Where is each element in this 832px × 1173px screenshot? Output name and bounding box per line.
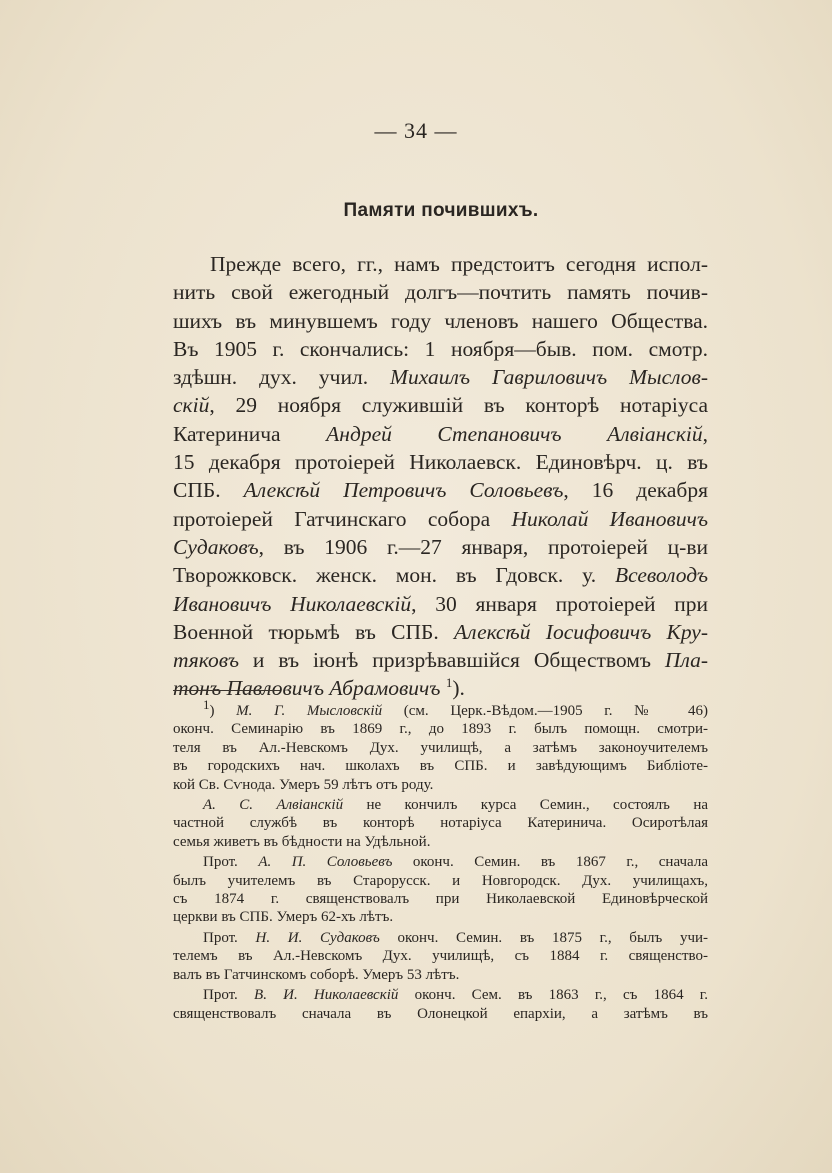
page-number: — 34 — — [374, 118, 458, 143]
footnote-line — [173, 776, 708, 794]
text-run: , 29 ноября служившій въ конторѣ нотаріуса — [209, 393, 708, 418]
footnotes — [173, 697, 709, 1025]
text-run: , 16 декабря — [563, 478, 708, 503]
footnote-line — [173, 929, 708, 947]
text-run: Въ 1905 г. скончались: 1 ноября—быв. пом. смотр. — [173, 336, 708, 361]
footnote-line — [173, 739, 708, 757]
text-run: , 30 января протоіерей при — [411, 591, 708, 616]
text-run: , въ 1906 г.—27 января, протоіерей ц-ви — [258, 534, 708, 559]
text-run: оконч. Семин. въ 1875 г., былъ учи- — [379, 929, 709, 946]
main-text — [173, 250, 708, 703]
text-run: 15 декабря протоіерей Николаевск. Единовѣрч. ц. въ — [173, 450, 708, 475]
person-name: Николай Ивановичъ — [511, 506, 709, 531]
text-run: валъ въ Гатчинскомъ соборѣ. Умеръ 53 лѣтъ. — [173, 966, 460, 983]
footnote-line — [173, 720, 708, 738]
person-name: Алексѣй Петровичъ Соловьевъ — [243, 478, 564, 503]
person-name: Ивановичъ Николаевскій — [173, 591, 412, 616]
text-run: Прежде всего, гг., намъ предстоитъ сегодня испол- — [210, 252, 708, 276]
footnote-marker: 1 — [445, 675, 453, 691]
body-line — [173, 307, 708, 335]
text-run: оконч. Семинарію въ 1869 г., до 1893 г. былъ помощн. смотри- — [173, 721, 708, 738]
body-line — [173, 505, 708, 533]
person-name: Алексѣй Іосифовичъ Кру- — [454, 619, 708, 644]
footnote-line — [173, 966, 708, 984]
text-run: Катеринича — [173, 421, 327, 446]
person-name: М. Г. Мысловскій — [236, 703, 383, 719]
body-line — [173, 533, 708, 561]
text-run: кой Св. Сѵнода. Умеръ 59 лѣтъ отъ роду. — [173, 776, 434, 793]
text-run: Прот. — [203, 987, 255, 1004]
text-run: Прот. — [203, 854, 259, 871]
footnote-divider — [173, 690, 280, 691]
footnote-line — [173, 796, 708, 814]
footnote-line — [173, 947, 708, 965]
person-name: А. С. Алвіанскій — [203, 797, 344, 814]
footnote-line — [173, 833, 708, 851]
footnote-line — [173, 757, 708, 775]
text-run: священствовалъ сначала въ Олонецкой епархіи, а затѣмъ въ — [173, 1005, 708, 1022]
body-line — [173, 250, 708, 278]
text-run: семья живетъ въ бѣдности на Удѣльной. — [173, 833, 431, 850]
person-name: тяковъ — [173, 648, 239, 673]
footnote-line — [173, 872, 708, 890]
person-name: Михаилъ Гавриловичъ Мыслов- — [390, 365, 708, 390]
body-line — [173, 618, 708, 646]
body-line — [173, 590, 708, 618]
footnote-line — [173, 853, 708, 871]
body-line — [173, 363, 708, 391]
text-run: здѣшн. дух. учил. — [173, 365, 391, 390]
text-run: въ городскихъ нач. школахъ въ СПБ. и завѣдующимъ Библіоте- — [173, 758, 708, 775]
footnote-paragraph — [173, 986, 708, 1023]
person-name: Пла- — [664, 648, 708, 673]
body-line — [173, 391, 708, 419]
text-run: оконч. Сем. въ 1863 г., съ 1864 г. — [398, 987, 709, 1004]
text-run: Прот. — [203, 929, 256, 946]
text-run: нить свой ежегодный долгъ—почтить память почив- — [173, 280, 708, 305]
text-run: теля въ Ал.-Невскомъ Дух. училищѣ, а затѣмъ законоучителемъ — [173, 739, 708, 756]
person-name: тонъ Павловичъ Абрамовичъ — [173, 676, 441, 701]
person-name: Судаковъ — [173, 534, 259, 559]
body-line — [173, 646, 708, 674]
text-run: ) — [209, 703, 237, 719]
body-line — [173, 335, 708, 363]
footnote-paragraph — [173, 929, 708, 984]
body-line — [173, 476, 708, 504]
footnote-line — [173, 890, 708, 908]
text-run: (см. Церк.-Вѣдом.—1905 г. № 46) — [382, 703, 708, 719]
footnote-paragraph — [173, 796, 708, 851]
text-run: телемъ въ Ал.-Невскомъ Дух. училищѣ, съ 1884 г. священство- — [173, 948, 708, 965]
footnote-line — [173, 697, 708, 720]
body-line — [173, 561, 708, 589]
text-run: не кончилъ курса Семин., состоялъ на — [343, 797, 708, 814]
footnote-marker: 1 — [203, 697, 210, 712]
footnote-line — [173, 1005, 708, 1023]
text-run: церкви въ СПБ. Умеръ 62-хъ лѣтъ. — [173, 909, 394, 926]
footnote-line — [173, 986, 708, 1004]
person-name: Андрей Степановичъ Алвіанскій — [326, 421, 703, 446]
page-title: Памяти почившихъ. — [343, 200, 539, 221]
text-run: оконч. Семин. въ 1867 г., сначала — [392, 854, 708, 871]
body-line — [173, 278, 708, 306]
text-run: и въ іюнѣ призрѣвавшійся Обществомъ — [238, 648, 665, 673]
footnote-line — [173, 814, 708, 832]
person-name: Всеволодъ — [614, 563, 708, 588]
person-name: скій — [173, 393, 210, 418]
text-run: Военной тюрьмѣ въ СПБ. — [173, 619, 455, 644]
text-run: съ 1874 г. священствовалъ при Николаевской Единовѣрческой — [173, 891, 708, 908]
text-run: шихъ въ минувшемъ году членовъ нашего Общества. — [173, 308, 708, 333]
text-run: былъ учителемъ въ Старорусск. и Новгородск. Дух. училищахъ, — [173, 872, 708, 889]
text-run: частной службѣ въ конторѣ нотаріуса Катеринича. Осиротѣлая — [173, 815, 708, 832]
footnote-paragraph — [173, 853, 708, 927]
text-run: , — [702, 421, 709, 446]
text-run: протоіерей Гатчинскаго собора — [173, 506, 512, 531]
text-run: Творожковск. женск. мон. въ Гдовск. у. — [173, 563, 615, 588]
body-line — [173, 420, 708, 448]
text-run: ). — [452, 676, 465, 701]
person-name: В. И. Николаевскій — [254, 987, 399, 1004]
footnote-paragraph — [173, 697, 708, 794]
text-run: СПБ. — [173, 478, 244, 503]
person-name: А. П. Соловьевъ — [258, 854, 393, 871]
footnote-line — [173, 908, 708, 926]
body-line — [173, 448, 708, 476]
body-line — [173, 674, 708, 702]
person-name: Н. И. Судаковъ — [255, 929, 380, 946]
